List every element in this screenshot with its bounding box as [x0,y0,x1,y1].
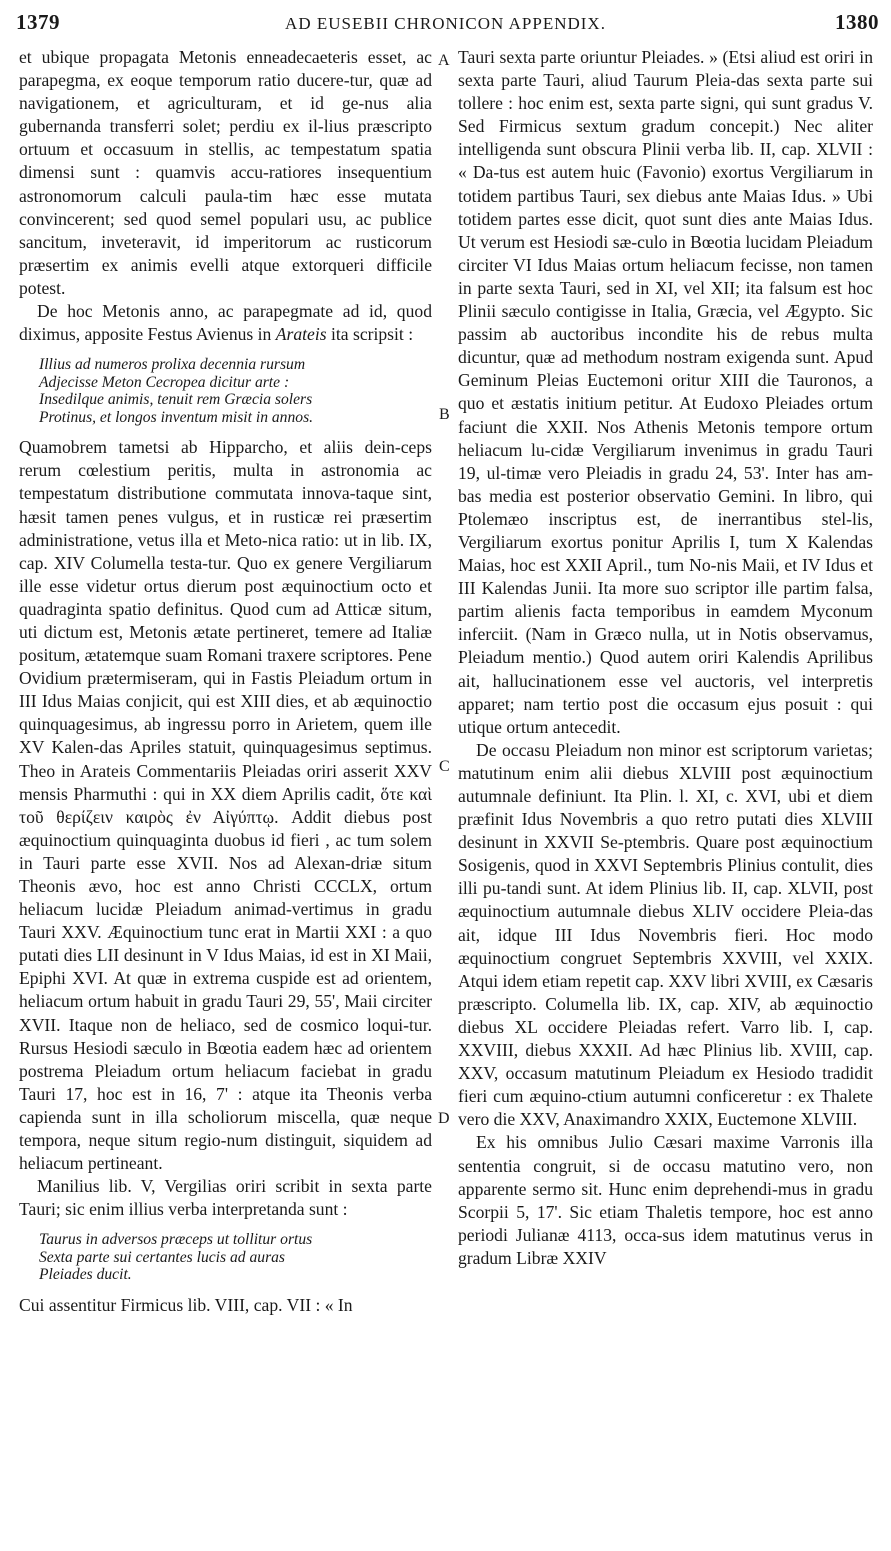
verse-quotation [39,356,432,426]
verse-quotation [39,1231,432,1284]
paragraph: Tauri sexta parte oriuntur Pleiades. » (Etsi aliud est oriri in sexta parte Tauri, aliud Taurum Pleia-das sexta parte sui tollere : hoc enim est, sexta parte signi, qui sunt gradus V. Sed Firmicus sextum gradum concepit.) Nec aliter intelligenda sunt obscura Plinii verba lib. II, cap. XLVII : « Da-tus est autem huic (Favonio) exortus Vergiliarum in totidem partibus Tauri, sex diebus ante Maias Idus. » Ubi totidem partes esse dicit, quot sunt dies ante Maias Idus. Ut verum est Hesiodi sæ-culo in Bœotia lucidam Pleiadum circiter VI Idus Maias ortum heliacum fecisse, non tamen in parte sexta Tauri, sed in XI, vel XII; ita falsum est hoc Plinii sæculo contigisse in Italia, Græcia, vel Ægypto. Sic passim ab auctoribus incondite his de rebus multa dicuntur, quæ ad methodum nostram exigenda sunt. Apud Geminum Pleias Euctemoni oritur XIII die Tauronos, a quo et æstatis initium petitur. At Eudoxo Pleiades ortum faciunt die XXII. Nos Athenis Metonis tempore ortum heliacum lu-cidæ Vergiliarum invenimus in gradu Tauri 19, ul-timæ vero Pleiadis in gradu 24, 53'. Inter has am-bas media est posterior observatio Gemini. In libro, qui Ptolemæo inscriptus est, de inerrantibus stel-lis, Vergiliarum exortus ponitur Aprilis I, tum X Kalendas Maias, hoc est XXII April., tum No-nis Maii, et IV Idus et III Kalendas Junii. Ita more suo scriptor ille partim falsa, partim alienis facta temporibus in eamdem Myconum inferciit. (Nam in Græco nulla, ut in Notis observamus, Pleiadum mentio.) Quod autem oriri Kalendis Aprilibus ait, hallucinationem esse vel auctoris, vel interpretis apparet; nam tertio post die occasum ejus posuit : qui utique ortum antecedit. [458,47,873,737]
running-title: AD EUSEBII CHRONICON APPENDIX. [285,14,606,33]
page-number-left: 1379 [16,10,60,34]
paragraph: et ubique propagata Metonis enneadecaeteris esset, ac parapegma, ex eoque temporum ratio ducere-tur, quæ ad navigationem, et agriculturam, et id ge-nus alia gubernanda transferri solet; perdiu ex il-lius præscripto ortuum et occasuum in stellis, ac tempestatum spatia dimensi sunt : quamvis accu-ratiores insequentium astronomorum calculi paula-tim hæc esse mutata convincerent; sed quod semel populari usu, ac publice sancitum, inveteravit, id imperitorum ac rusticorum præsertim ex animis evelli atque extorqueri difficile potest. [19,47,432,298]
page-number-right: 1380 [835,10,879,34]
paragraph: Cui assentitur Firmicus lib. VIII, cap. VII : « In [19,1294,353,1315]
verse-line: Insedilque animis, tenuit rem Græcia solers [39,391,313,409]
right-column [458,46,873,1270]
verse-line: Illius ad numeros prolixa decennia rursum [39,356,306,374]
work-title: Arateis [275,324,327,345]
verse-line: Adjecisse Meton Cecropea dicitur arte : [39,373,290,391]
margin-marker-d: D [438,1110,450,1127]
margin-marker-b: B [439,406,450,423]
running-header [0,10,891,44]
paragraph-text: ita scripsit : [330,324,414,345]
verse-line: Sexta parte sui certantes lucis ad auras [39,1248,286,1266]
paragraph: Manilius lib. V, Vergilias oriri scribit in sexta parte Tauri; sic enim illius verba interpretanda sunt : [19,1176,432,1220]
paragraph-text: De hoc Metonis anno, ac parapegmate ad id, quod diximus, apposite Festus Avienus in [19,301,432,345]
left-column [19,46,432,1317]
paragraph: Quamobrem tametsi ab Hipparcho, et aliis dein-ceps rerum cœlestium peritis, multa in astronomia ac tempestatum distributione commutata innova-taque sint, hæsit tamen penes vulgus, et in rusticæ rei præsertim administratione, vetus illa et Meto-nica ratio: ut in lib. IX, cap. XIV Columella testa-tur. Quo ex genere Vergiliarum ille esse videtur ortus dierum post æquinoctium octo et quadraginta spatio definitus. Quod cum ad Atticæ situm, uti dictum est, Metonis ætate pertineret, temere ad Italiæ positum, ætatemque suam Romani traxere scriptores. Pene Ovidium prætermiseram, qui in Fastis Pleiadum ortum in III Idus Maias conjicit, qui est XIII dies, et ab æquinoctio quinquagesimus, ab ingressu porro in Arietem, quem ille XV Kalen-das Apriles statuit, quinquagesimus septimus. Theo in Arateis Commentariis Pleiadas oriri asserit XXV mensis Pharmuthi : qui in XX diem Aprilis cadit, ὅτε καὶ τοῦ θερίζειν καιρὸς ἐν Αἰγύπτῳ. Addit diebus post æquinoctium quinquaginta duobus id fieri , ac tum solem in Tauri parte esse XVII. Nos ad Alexan-driæ situm Theonis ævo, hoc est anno Christi CCCLX, ortum heliacum lucidæ Pleiadum animad-vertimus in gradu Tauri XXV. Æquinoctium tunc erat in Martii XXI : a quo putati dies LII desinunt in V Idus Maias, id est in XI Maii, Epiphi XVI. At quæ in extrema cuspide est ad orientem, heliacum ortum habuit in gradu Tauri 29, 55', Maii circiter XVII. Itaque non de heliaco, sed de cosmico loqui-tur. Rursus Hesiodi sæculo in Bœotia eadem hæc ad orientem postrema Pleiadum ortum heliacum faciebat in gradu Tauri 17, hoc est in 16, 7' : atque ita Theonis verba capienda sunt in illa scholiorum miscella, quæ neque tempora, neque situm regio-num distinguit, siquidem ad heliacum pertineant. [19,437,432,1174]
paragraph: Ex his omnibus Julio Cæsari maxime Varronis illa sententia congruit, si de occasu matutino vero, non apparente sermo sit. Hunc enim deprehendi-mus in gradu Scorpii 5, 17'. Sic etiam Thaletis tempore, hoc est anno periodi Julianæ 4113, occa-sus idem matutinus verus in gradum Libræ XXIV [458,1132,873,1268]
margin-marker-a: A [438,52,450,69]
paragraph [19,300,432,346]
verse-line: Taurus in adversos præceps ut tollitur ortus [39,1231,313,1249]
verse-line: Pleiades ducit. [39,1266,132,1284]
paragraph: De occasu Pleiadum non minor est scriptorum varietas; matutinum enim alii diebus XLVIII post æquinoctium autumnale definiunt. Ita Plin. l. XI, c. XVI, ubi et diem præfinit Idus Novembris a quo retro putati dies XLVIII desinunt in XXVII Se-ptembris. Quare post æquinoctium Sosigenis, quod in XXVI Septembris Plinius contulit, dies illi pu-tandi sunt. At idem Plinius lib. II, cap. XLVII, post æquinoctium autumnale diebus XLIV occidere Pleia-das ait, idque III Idus Novembris fieri. Hoc modo æquinoctium congruet Septembris XXVIII, vel XXIX. Atqui idem etiam repetit cap. XXV libri XVIII, ex Cæsaris præscripto. Columella lib. IX, cap. XIV, ab æquinoctio diebus XL occidere Pleiadas refert. Varro lib. I, cap. XXVIII, diebus XXXII. Ad hæc Plinius lib. XVIII, cap. XXV, occasum matutinum Pleiadum ex Hesiodo tradidit fieri cum æquino-ctium autumni conficeretur : ex Thalete vero die XXV, Anaximandro XXIX, Euctemone XLVIII. [458,739,873,1130]
verse-line: Protinus, et longos inventum misit in annos. [39,408,314,426]
margin-marker-c: C [439,758,450,775]
